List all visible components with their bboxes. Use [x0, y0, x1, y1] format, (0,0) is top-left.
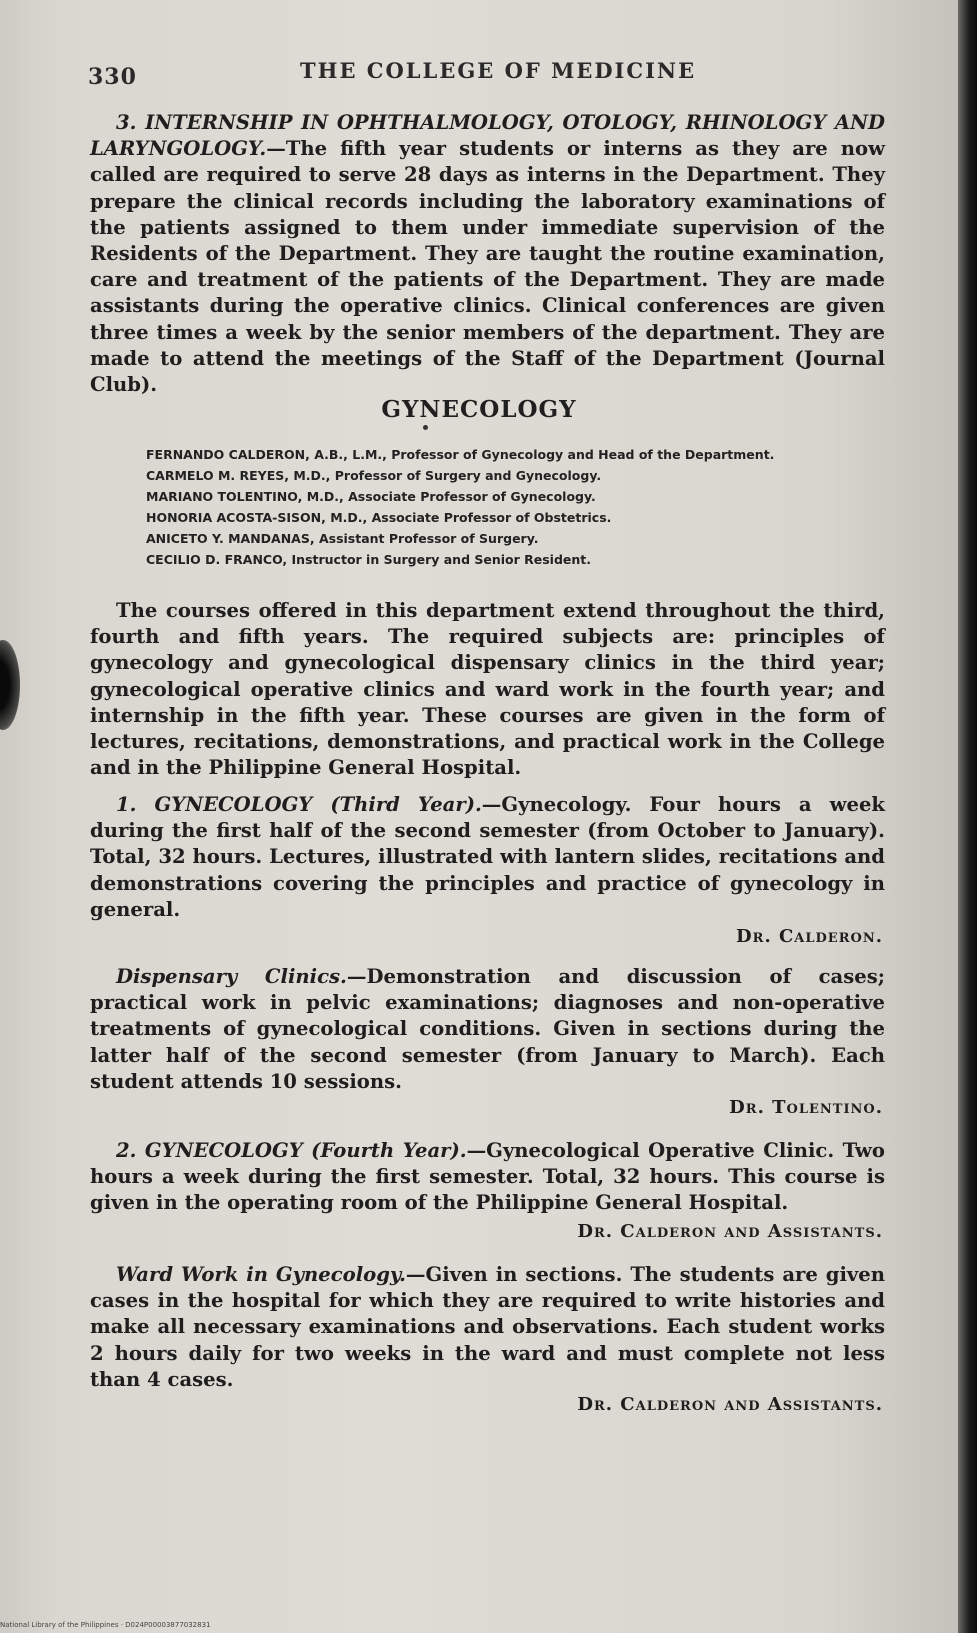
staff-member: MARIANO TOLENTINO, M.D., Associate Professor of Gynecology. [146, 489, 596, 504]
course-1-heading: 1. GYNECOLOGY (Third Year). [116, 793, 482, 816]
dispensary-instructor: Dr. Tolentino. [729, 1097, 883, 1118]
section-3-paragraph [90, 110, 885, 398]
course-1-body: —Gynecology. Four hours a week during the first half of the second semester (from October to January). Total, 32 hours. Lectures, illustrated with lantern slides, recitations and demonstrations covering the principles and practice of gynecology in general. [90, 793, 886, 921]
course-2-paragraph [90, 1138, 885, 1217]
running-head [0, 56, 958, 96]
course-2-instructor: Dr. Calderon and Assistants. [577, 1221, 883, 1242]
course-2-body: —Gynecological Operative Clinic. Two hours a week during the first semester. Total, 32 hours. This course is given in the operating room of the Philippine General Hospital. [90, 1139, 885, 1215]
ward-heading: Ward Work in Gynecology. [116, 1263, 406, 1286]
gynecology-title: GYNECOLOGY [381, 396, 577, 423]
dispensary-paragraph [90, 964, 885, 1095]
running-title: THE COLLEGE OF MEDICINE [300, 58, 697, 83]
ward-instructor: Dr. Calderon and Assistants. [577, 1394, 883, 1415]
binding-hole [0, 640, 20, 730]
scan-credit: National Library of the Philippines · D024P00003877032831 [0, 1621, 211, 1629]
course-2-heading: 2. GYNECOLOGY (Fourth Year). [116, 1139, 467, 1162]
page-number: 330 [88, 64, 137, 90]
book-spine-shadow [958, 0, 977, 1633]
section-3-body: —The fifth year students or interns as they are now called are required to serve 28 days as interns in the Department. They prepare the clinical records including the laboratory examinations of the patients assigned to them under immediate supervision of the Residents of the Department. They are taught the routine examination, care and treatment of the patients of the Department. They are made assistants during the operative clinics. Clinical conferences are given three times a week by the senior members of the department. They are made to attend the meetings of the Staff of the Department (Journal Club). [90, 137, 885, 397]
title-dot [423, 425, 428, 430]
dispensary-heading: Dispensary Clinics. [116, 965, 347, 988]
staff-member: ANICETO Y. MANDANAS, Assistant Professor of Surgery. [146, 531, 539, 546]
staff-member: CARMELO M. REYES, M.D., Professor of Surgery and Gynecology. [146, 468, 602, 483]
staff-member: HONORIA ACOSTA-SISON, M.D., Associate Professor of Obstetrics. [146, 510, 612, 525]
ward-body: —Given in sections. The students are given cases in the hospital for which they are required to write histories and make all necessary examinations and observations. Each student works 2 hours daily for two weeks in the ward and must complete not less than 4 cases. [90, 1263, 885, 1391]
course-1-instructor: Dr. Calderon. [736, 926, 883, 947]
dispensary-body: —Demonstration and discussion of cases; practical work in pelvic examinations; diagnoses and non-operative treatments of gynecological conditions. Given in sections during the latter half of the second semester (from January to March). Each student attends 10 sessions. [90, 965, 885, 1093]
staff-member: FERNANDO CALDERON, A.B., L.M., Professor of Gynecology and Head of the Department. [146, 447, 775, 462]
staff-list [146, 444, 886, 570]
intro-paragraph: The courses offered in this department extend throughout the third, fourth and fifth years. The required subjects are: principles of gynecology and gynecological dispensary clinics in the third year; gynecological operative clinics and ward work in the fourth year; and internship in the fifth year. These courses are given in the form of lectures, recitations, demonstrations, and practical work in the College and in the Philippine General Hospital. [90, 599, 885, 780]
section-3-heading: 3. INTERNSHIP IN OPHTHALMOLOGY, OTOLOGY, RHINOLOGY AND LARYNGOLOGY. [90, 111, 885, 161]
ward-paragraph [90, 1262, 885, 1393]
staff-member: CECILIO D. FRANCO, Instructor in Surgery and Senior Resident. [146, 552, 592, 567]
course-1-paragraph [90, 792, 885, 923]
